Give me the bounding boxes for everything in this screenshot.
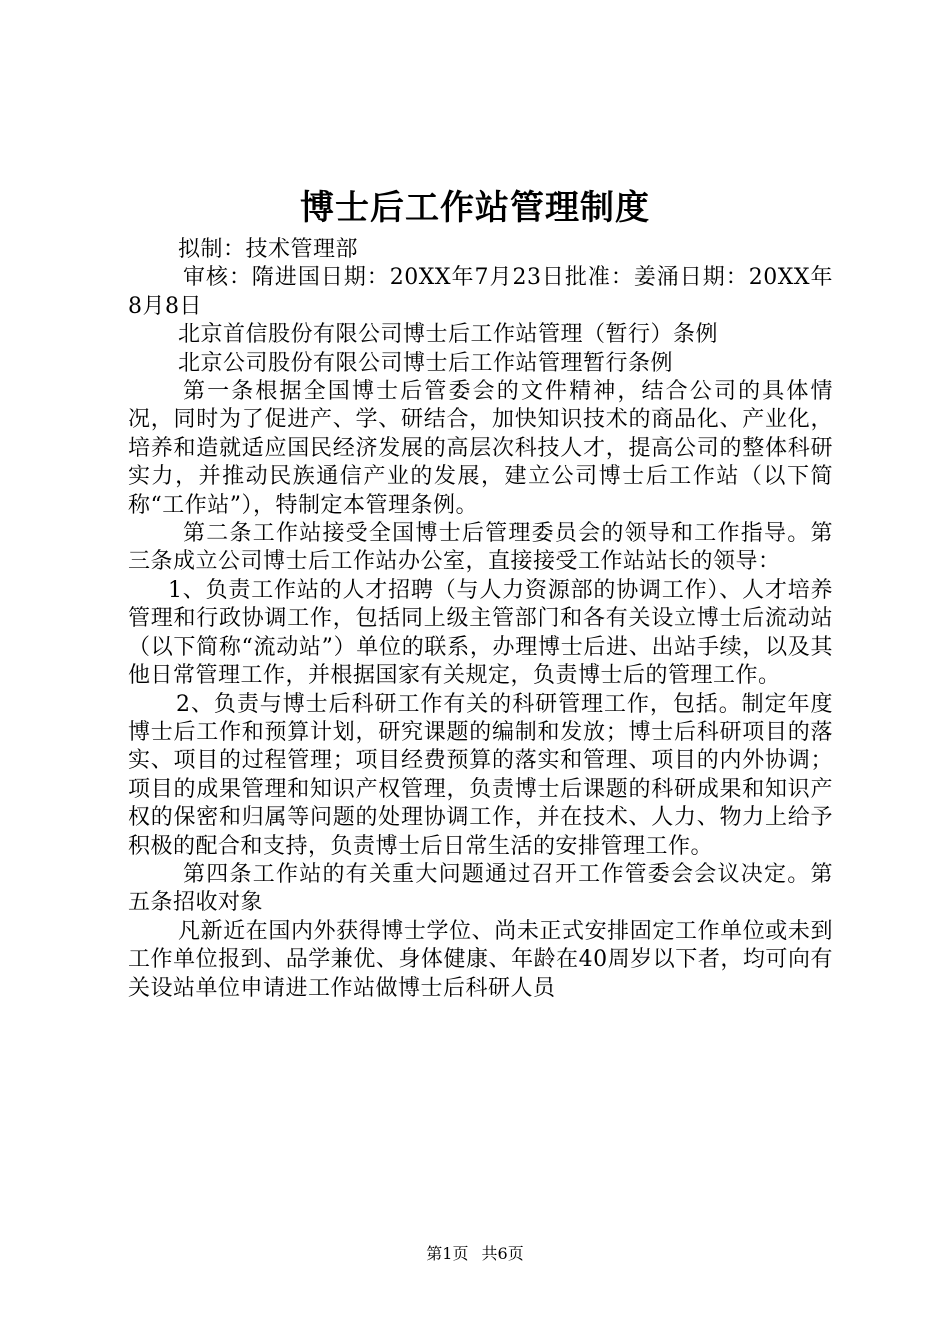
paragraph-article-2-3: 第二条工作站接受全国博士后管理委员会的领导和工作指导。第三条成立公司博士后工作站办公室，直接接受工作站站长的领导：: [128, 521, 833, 575]
paragraph-duty-1: 1、负责工作站的人才招聘（与人力资源部的协调工作）、人才培养管理和行政协调工作，包括同上级主管部门和各有关设立博士后流动站（以下简称“流动站”）单位的联系，办理博士后进、出站手续，以及其他日常管理工作，并根据国家有关规定，负责博士后的管理工作。: [128, 577, 833, 689]
document-body: [128, 236, 833, 1003]
paragraph-regulation-subtitle: 北京公司股份有限公司博士后工作站管理暂行条例: [178, 350, 674, 376]
paragraph-duty-2: 2、负责与博士后科研工作有关的科研管理工作，包括。制定年度博士后工作和预算计划，研究课题的编制和发放；博士后科研项目的落实、项目的过程管理；项目经费预算的落实和管理、项目的内外协调；项目的成果管理和知识产权管理，负责博士后课题的科研成果和知识产权的保密和归属等问题的处理协调工作，并在技术、人力、物力上给予积极的配合和支持，负责博士后日常生活的安排管理工作。: [128, 691, 833, 859]
paragraph-article-1: 第一条根据全国博士后管委会的文件精神，结合公司的具体情况，同时为了促进产、学、研结合，加快知识技术的商品化、产业化，培养和造就适应国民经济发展的高层次科技人才，提高公司的整体科研实力，并推动民族通信产业的发展，建立公司博士后工作站（以下简称“工作站”），特制定本管理条例。: [128, 379, 833, 518]
paragraph-regulation-title: 北京首信股份有限公司博士后工作站管理（暂行）条例: [178, 322, 719, 348]
document-title: 博士后工作站管理制度: [300, 188, 650, 228]
page-number: 第1页: [426, 1244, 469, 1263]
page-footer: [0, 1243, 950, 1265]
paragraph-drafter: 拟制：技术管理部: [178, 237, 359, 262]
paragraph-eligibility: 凡新近在国内外获得博士学位、尚未正式安排固定工作单位或未到工作单位报到、品学兼优、身体健康、年龄在40周岁以下者，均可向有关设站单位申请进工作站做博士后科研人员: [128, 918, 833, 1001]
page-total: 共6页: [481, 1244, 524, 1263]
paragraph-review-approval: 审核：隋进国日期：20XX年7月23日批准：姜涌日期：20XX年8月8日: [128, 265, 833, 319]
paragraph-article-4-5: 第四条工作站的有关重大问题通过召开工作管委会会议决定。第五条招收对象: [128, 861, 833, 916]
